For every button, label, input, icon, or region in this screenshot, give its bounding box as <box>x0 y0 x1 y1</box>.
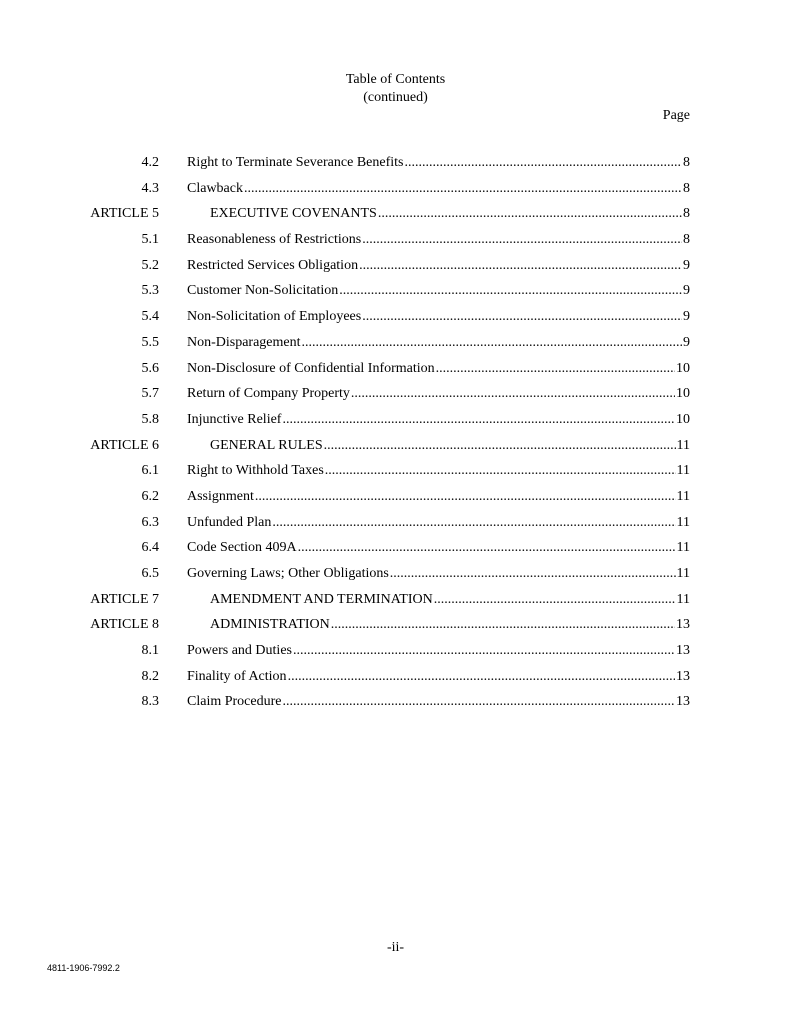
toc-entry-page: 13 <box>676 694 690 710</box>
toc-entry-title: Assignment <box>187 488 254 504</box>
toc-entry-page: 11 <box>676 437 690 453</box>
toc-entry-number: 6.5 <box>141 566 159 581</box>
toc-entry-number: 8.1 <box>141 643 159 659</box>
toc-entry-number: 5.1 <box>141 232 159 248</box>
toc-entry-page: 10 <box>676 386 690 402</box>
toc-entry-number: 5.5 <box>141 334 159 350</box>
toc-entry-line <box>187 278 690 304</box>
toc-entry[interactable] <box>0 587 791 613</box>
toc-entry[interactable] <box>0 484 791 510</box>
toc-entry-line <box>187 356 690 382</box>
toc-entry-line <box>187 407 690 433</box>
dot-leader <box>362 304 682 330</box>
toc-entry-line <box>187 612 690 638</box>
table-of-contents <box>0 150 791 715</box>
toc-entry-number: 5.6 <box>141 360 159 376</box>
dot-leader <box>282 689 675 715</box>
dot-leader <box>390 561 676 587</box>
dot-leader <box>288 664 675 690</box>
toc-entry-title: EXECUTIVE COVENANTS <box>210 206 377 222</box>
toc-entry-line <box>187 150 690 176</box>
toc-entry-page: 9 <box>683 309 690 325</box>
toc-entry-line <box>187 253 690 279</box>
toc-entry[interactable] <box>0 510 791 536</box>
dot-leader <box>404 150 682 176</box>
toc-entry-line <box>187 664 690 690</box>
toc-entry[interactable] <box>0 176 791 202</box>
toc-title: Table of Contents <box>345 72 446 87</box>
dot-leader <box>272 510 675 536</box>
toc-entry-line <box>187 689 690 715</box>
toc-entry-page: 11 <box>676 591 690 607</box>
dot-leader <box>351 381 675 407</box>
toc-entry-page: 11 <box>676 566 690 581</box>
toc-entry-number: ARTICLE 8 <box>90 617 159 633</box>
toc-entry-title: Claim Procedure <box>187 694 282 710</box>
toc-entry-line <box>187 510 690 536</box>
toc-entry-number: 5.8 <box>141 411 159 427</box>
toc-entry-title: Non-Disparagement <box>187 334 301 350</box>
dot-leader <box>434 587 676 613</box>
toc-entry-title: AMENDMENT AND TERMINATION <box>210 591 433 607</box>
toc-entry-line <box>187 587 690 613</box>
toc-entry-number: 5.2 <box>141 257 159 273</box>
toc-entry-page: 8 <box>683 232 690 248</box>
toc-entry[interactable] <box>0 433 791 459</box>
toc-entry[interactable] <box>0 638 791 664</box>
toc-entry-title: Governing Laws; Other Obligations <box>187 566 389 581</box>
toc-entry[interactable] <box>0 535 791 561</box>
toc-entry-number: 4.2 <box>141 155 159 170</box>
toc-entry-page: 13 <box>676 668 690 684</box>
toc-entry[interactable] <box>0 253 791 279</box>
toc-entry-title: Right to Withhold Taxes <box>187 463 324 479</box>
toc-entry-title: GENERAL RULES <box>210 437 323 453</box>
toc-entry-title: Non-Solicitation of Employees <box>187 309 362 325</box>
toc-entry-number: 5.7 <box>141 386 159 402</box>
toc-entry-number: 5.4 <box>141 309 159 325</box>
toc-entry-title: Reasonableness of Restrictions <box>187 232 362 248</box>
toc-entry-number: 6.3 <box>141 514 159 530</box>
toc-entry-title: Non-Disclosure of Confidential Information <box>187 360 435 376</box>
dot-leader <box>378 201 682 227</box>
dot-leader <box>302 330 682 356</box>
toc-entry-line <box>187 561 690 587</box>
toc-entry-page: 13 <box>676 617 690 633</box>
toc-entry-number: 4.3 <box>141 180 159 196</box>
toc-entry-line <box>187 176 690 202</box>
toc-entry-line <box>187 381 690 407</box>
toc-entry-page: 9 <box>683 257 690 273</box>
toc-entry[interactable] <box>0 304 791 330</box>
toc-entry-number: 6.2 <box>141 488 159 504</box>
toc-entry-page: 10 <box>676 360 690 376</box>
toc-entry-title: Right to Terminate Severance Benefits <box>187 155 404 170</box>
dot-leader <box>293 638 675 664</box>
toc-entry-title: ADMINISTRATION <box>210 617 330 633</box>
page-column-label: Page <box>662 108 690 123</box>
toc-entry-page: 9 <box>683 283 690 299</box>
toc-entry-number: ARTICLE 6 <box>90 437 159 453</box>
toc-entry-page: 11 <box>676 488 690 504</box>
toc-entry-page: 11 <box>676 540 690 556</box>
toc-entry-title: Customer Non-Solicitation <box>187 283 339 299</box>
toc-entry-page: 10 <box>676 411 690 427</box>
toc-entry[interactable] <box>0 612 791 638</box>
toc-entry-title: Code Section 409A <box>187 540 297 556</box>
toc-entry[interactable] <box>0 664 791 690</box>
dot-leader <box>325 458 676 484</box>
toc-entry-line <box>187 433 690 459</box>
toc-entry-title: Powers and Duties <box>187 643 292 659</box>
toc-entry[interactable] <box>0 150 791 176</box>
page-number: -ii- <box>386 940 405 955</box>
toc-entry-title: Clawback <box>187 180 243 196</box>
toc-entry-line <box>187 535 690 561</box>
dot-leader <box>436 356 675 382</box>
toc-entry-page: 8 <box>683 206 690 222</box>
toc-entry-line <box>187 484 690 510</box>
dot-leader <box>339 278 682 304</box>
toc-entry[interactable] <box>0 278 791 304</box>
toc-entry-title: Unfunded Plan <box>187 514 272 530</box>
toc-entry-page: 11 <box>676 463 690 479</box>
toc-entry[interactable] <box>0 227 791 253</box>
toc-entry-title: Return of Company Property <box>187 386 350 402</box>
toc-entry[interactable] <box>0 407 791 433</box>
toc-entry-number: ARTICLE 7 <box>90 591 159 607</box>
toc-entry[interactable] <box>0 381 791 407</box>
toc-entry-page: 8 <box>683 180 690 196</box>
toc-entry-line <box>187 330 690 356</box>
toc-entry[interactable] <box>0 330 791 356</box>
dot-leader <box>298 535 676 561</box>
toc-entry[interactable] <box>0 201 791 227</box>
dot-leader <box>359 253 682 279</box>
document-id: 4811-1906-7992.2 <box>47 963 120 973</box>
toc-entry-page: 11 <box>676 514 690 530</box>
toc-entry-title: Injunctive Relief <box>187 411 282 427</box>
toc-entry-title: Restricted Services Obligation <box>187 257 359 273</box>
toc-entry-number: 8.2 <box>141 668 159 684</box>
toc-entry-line <box>187 304 690 330</box>
toc-entry[interactable] <box>0 458 791 484</box>
toc-entry-title: Finality of Action <box>187 668 287 684</box>
dot-leader <box>331 612 675 638</box>
toc-entry-line <box>187 638 690 664</box>
toc-entry-line <box>187 458 690 484</box>
toc-entry[interactable] <box>0 561 791 587</box>
toc-entry-page: 9 <box>683 334 690 350</box>
toc-entry-page: 13 <box>676 643 690 659</box>
toc-entry-number: 8.3 <box>141 694 159 710</box>
toc-entry-number: ARTICLE 5 <box>90 206 159 222</box>
dot-leader <box>255 484 676 510</box>
toc-entry-page: 8 <box>683 155 690 170</box>
toc-subtitle: (continued) <box>363 90 428 105</box>
toc-entry-number: 6.1 <box>141 463 159 479</box>
toc-entry[interactable] <box>0 356 791 382</box>
toc-entry-number: 6.4 <box>141 540 159 556</box>
toc-entry[interactable] <box>0 689 791 715</box>
toc-entry-line <box>187 201 690 227</box>
dot-leader <box>324 433 676 459</box>
toc-entry-number: 5.3 <box>141 283 159 299</box>
dot-leader <box>244 176 682 202</box>
dot-leader <box>282 407 675 433</box>
toc-entry-line <box>187 227 690 253</box>
dot-leader <box>362 227 682 253</box>
